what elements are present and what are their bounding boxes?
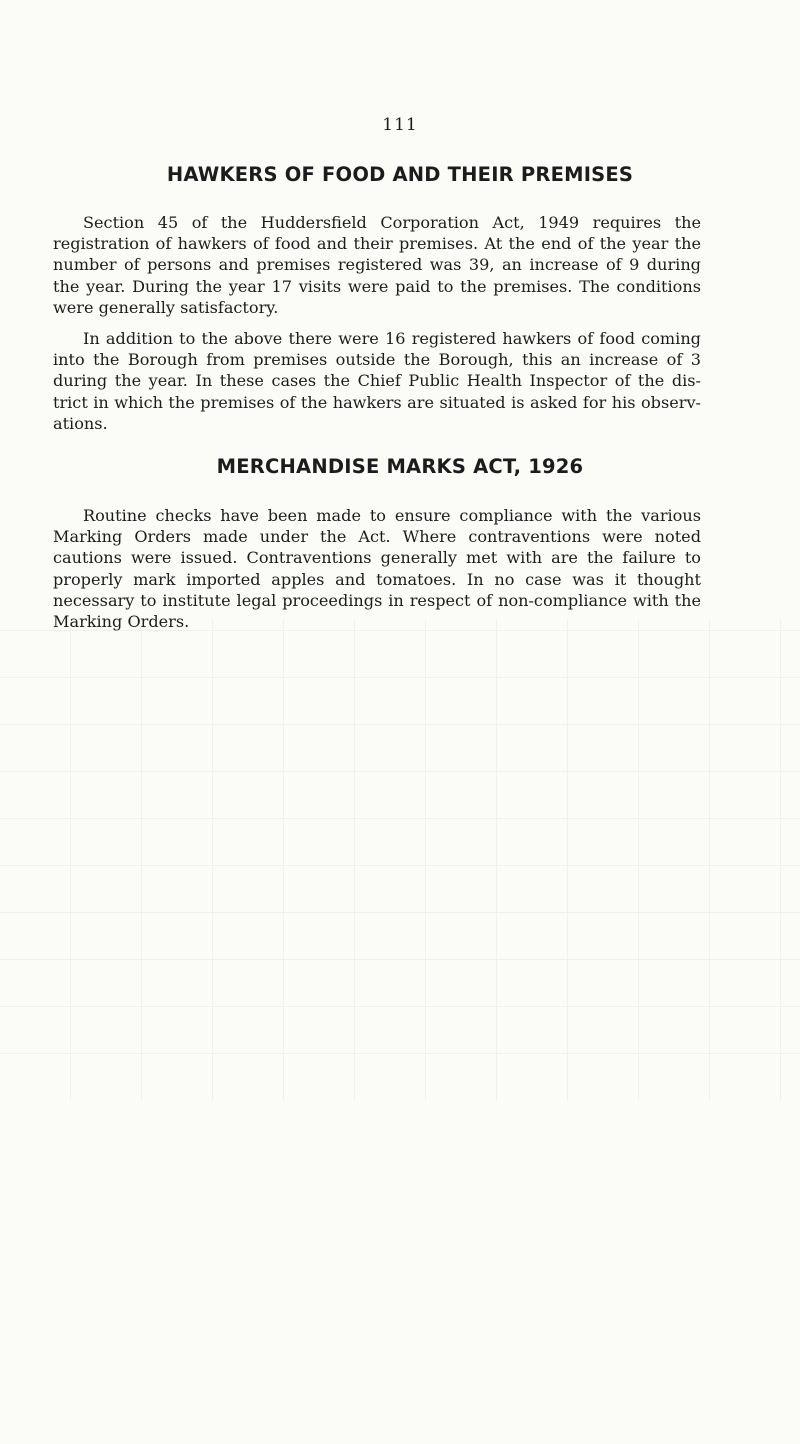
section-heading-merchandise-marks: MERCHANDISE MARKS ACT, 1926	[216, 455, 584, 478]
section-heading-hawkers: HAWKERS OF FOOD AND THEIR PREMISES	[166, 163, 634, 186]
show-through-background	[0, 620, 800, 1100]
paragraph-hawkers-outside-borough: In addition to the above there were 16 registered hawkers of food coming into the Borough from premises outside the Borough, this an increase of 3 during the year. In these cases the Chief Public Health Inspector of the dis-trict in which the premises of the hawkers are situated is asked for his observ-ations.	[53, 329, 701, 433]
page-number: 111	[382, 115, 418, 135]
paragraph-marking-orders: Routine checks have been made to ensure compliance with the various Marking Orders made under the Act. Where contraventions were noted cautions were issued. Contraventions generally met with are the failure to properly mark imported apples and tomatoes. In no case was it thought necessary to institute legal proceedings in respect of non-compliance with the Marking Orders.	[53, 506, 701, 632]
paragraph-hawkers-registration: Section 45 of the Huddersfield Corporation Act, 1949 requires the registration of hawkers of food and their premises. At the end of the year the number of persons and premises registered was 39, an increase of 9 during the year. During the year 17 visits were paid to the premises. The conditions were generally satisfactory.	[53, 213, 701, 317]
